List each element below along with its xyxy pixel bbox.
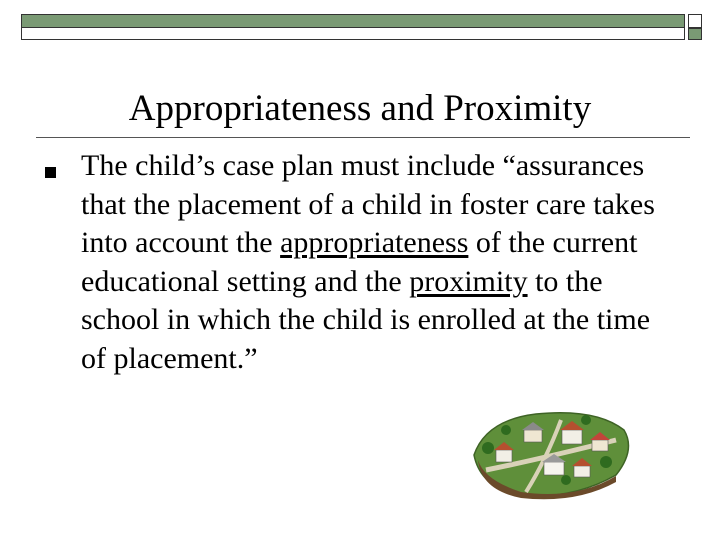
- top-decorative-bar-lower: [21, 28, 685, 40]
- corner-decorative-box-accent: [688, 28, 702, 40]
- bullet-text-part-1: The child’s case plan must include “assurances that the placement of a child in foster care takes into account the: [81, 149, 655, 259]
- top-decorative-bar: [21, 14, 685, 28]
- corner-decorative-box: [688, 14, 702, 28]
- bullet-paragraph: [81, 147, 671, 378]
- bullet-text-part-3: to the school in which the child is enrolled at the time of placement.”: [81, 264, 651, 375]
- bullet-text-part-2: of the current educational setting and the: [81, 226, 638, 298]
- square-bullet-icon: [45, 167, 56, 178]
- emphasis-appropriateness: appropriateness: [280, 226, 469, 259]
- neighborhood-illustration-icon: [466, 400, 636, 500]
- emphasis-proximity: proximity: [409, 264, 528, 298]
- slide-title: Appropriateness and Proximity: [128, 88, 592, 129]
- title-divider: [36, 137, 690, 138]
